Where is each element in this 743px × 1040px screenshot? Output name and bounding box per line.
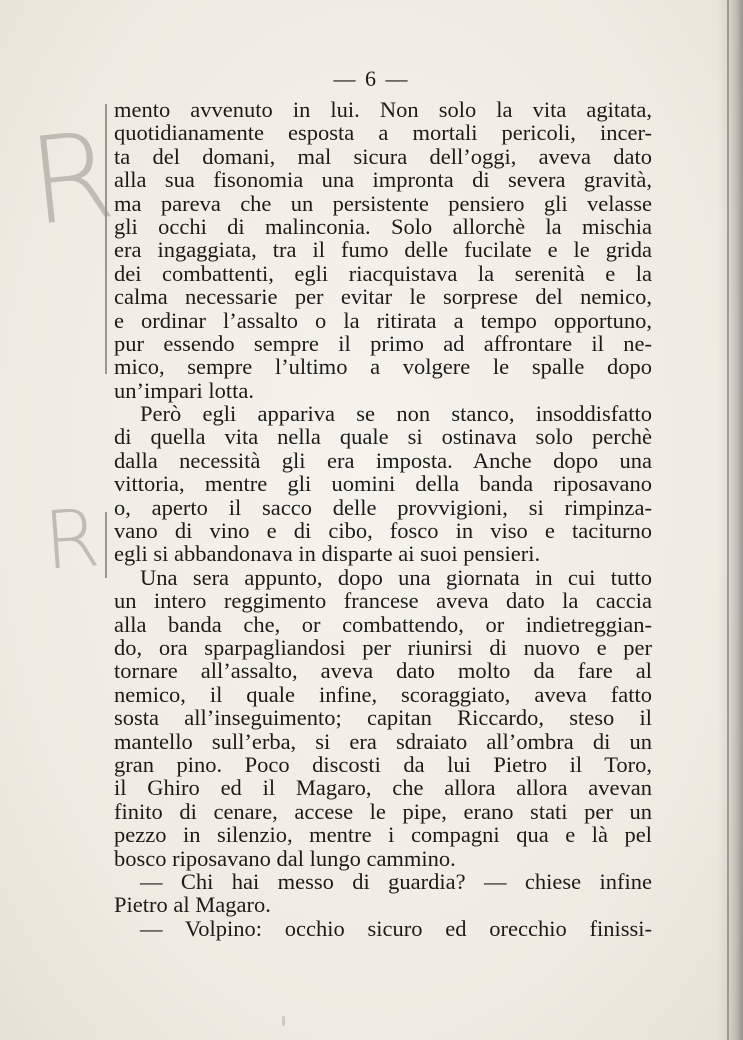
- text-line: alla sua fisonomia una impronta di severa gravità,: [114, 167, 652, 193]
- text-line: tornare all’assalto, aveva dato molto da fare al: [114, 658, 652, 684]
- body-text: [114, 98, 652, 940]
- text-line: un intero reggimento francese aveva dato la caccia: [114, 588, 652, 614]
- text-line: vano di vino e di cibo, fosco in viso e taciturno: [114, 518, 652, 544]
- text-line: gran pino. Poco discosti da lui Pietro il Toro,: [114, 751, 652, 777]
- text-line: egli si abbandonava in disparte ai suoi pensieri.: [114, 541, 541, 567]
- text-line: era ingaggiata, tra il fumo delle fucilate e le grida: [114, 237, 652, 263]
- text-line: quotidianamente esposta a mortali pericoli, incer-: [114, 120, 652, 146]
- text-line: sosta all’inseguimento; capitan Riccardo, steso il: [114, 705, 652, 731]
- text-line: e ordinar l’assalto o la ritirata a tempo opportuno,: [114, 307, 652, 333]
- text-line: alla banda che, or combattendo, or indietreggian-: [114, 611, 652, 637]
- text-line: — Volpino: occhio sicuro ed orecchio finissi-: [140, 915, 652, 941]
- text-line: il Ghiro ed il Magaro, che allora allora avevan: [114, 775, 652, 801]
- text-line: mico, sempre l’ultimo a volgere le spalle dopo: [114, 354, 652, 380]
- text-line: Però egli appariva se non stanco, insoddisfatto: [140, 401, 652, 427]
- text-line: gli occhi di malinconia. Solo allorchè la mischia: [114, 213, 652, 239]
- text-line: ta del domani, mal sicura dell’oggi, aveva dato: [114, 143, 652, 169]
- text-line: mento avvenuto in lui. Non solo la vita agitata,: [114, 97, 652, 122]
- text-line: o, aperto il sacco delle provvigioni, si rimpinza-: [114, 494, 652, 520]
- page-edge-line: [727, 0, 729, 1040]
- margin-mark-r-top: R: [22, 106, 121, 253]
- text-line: do, ora sparpagliandosi per riunirsi di nuovo e per: [114, 634, 652, 660]
- text-line: ma pareva che un persistente pensiero gli velasse: [114, 190, 652, 216]
- text-line: calma necessarie per evitar le sorprese del nemico,: [114, 284, 652, 310]
- paper-speck: [282, 1016, 285, 1026]
- text-line: — Chi hai messo di guardia? — chiese infine: [140, 868, 652, 894]
- text-line: di quella vita nella quale si ostinava solo perchè: [114, 424, 652, 450]
- text-line: pur essendo sempre il primo ad affrontare il ne-: [114, 330, 652, 356]
- text-line: bosco riposavano dal lungo cammino.: [114, 845, 456, 871]
- text-line: dei combattenti, egli riacquistava la serenità e la: [114, 260, 652, 286]
- margin-bar-bottom: [105, 512, 107, 578]
- text-line: Pietro al Magaro.: [114, 892, 271, 918]
- page-number: — 6 —: [333, 66, 410, 91]
- text-line: nemico, il quale infine, scoraggiato, aveva fatto: [114, 681, 652, 707]
- text-line: finito di cenare, accese le pipe, erano stati per un: [114, 798, 652, 824]
- margin-mark-r-bottom: R: [40, 491, 103, 588]
- text-line: dalla necessità gli era imposta. Anche dopo una: [114, 447, 652, 473]
- text-line: un’impari lotta.: [114, 377, 254, 403]
- page-edge-shadow: [717, 0, 743, 1040]
- text-line: Una sera appunto, dopo una giornata in cui tutto: [140, 564, 652, 590]
- text-line: pezzo in silenzio, mentre i compagni qua e là pel: [114, 822, 652, 848]
- text-line: vittoria, mentre gli uomini della banda riposavano: [114, 471, 652, 497]
- text-line: mantello sull’erba, si era sdraiato all’ombra di un: [114, 728, 652, 754]
